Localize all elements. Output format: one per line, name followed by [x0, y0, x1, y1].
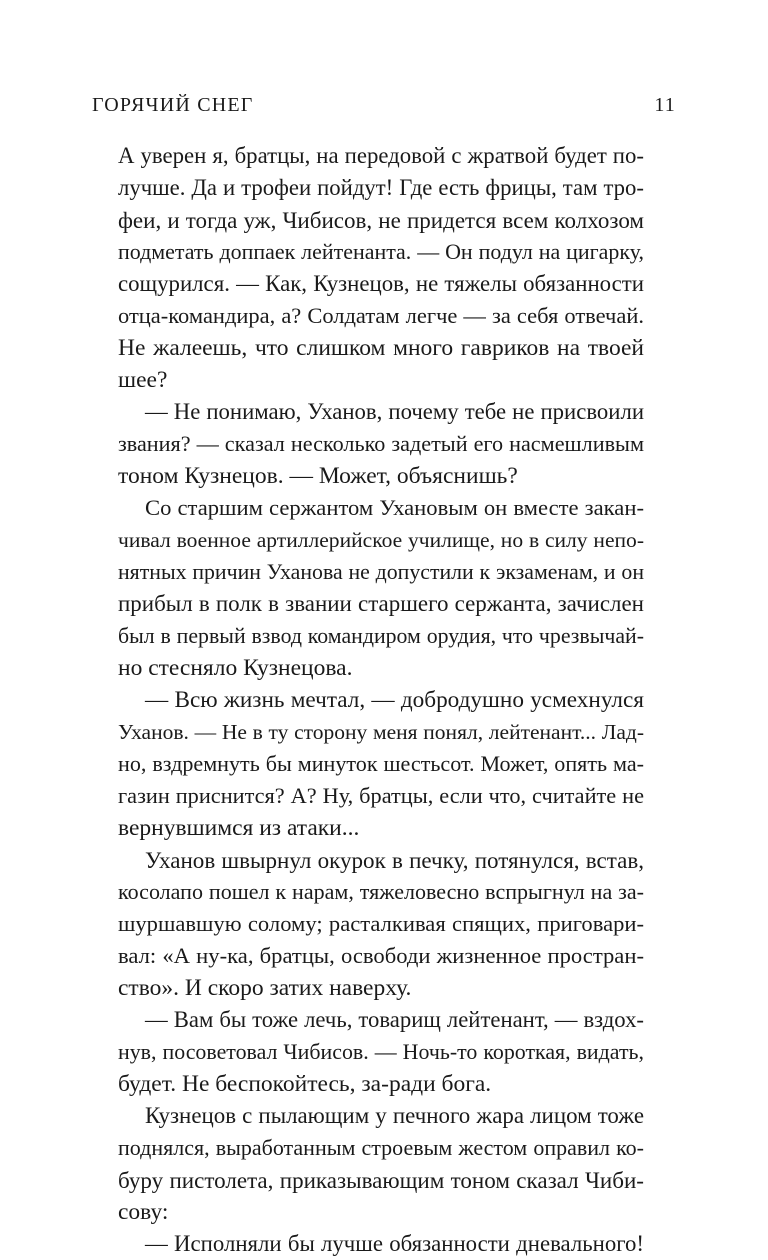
text-line: Со старшим сержантом Ухановым он вместе закан- [145, 495, 644, 520]
text-line: подметать доппаек лейтенанта. — Он подул на цигарку, [118, 239, 644, 264]
text-line: Уханов. — Не в ту сторону меня понял, лейтенант... Лад- [118, 720, 644, 744]
text-line: — Вам бы тоже лечь, товарищ лейтенант, — вздох- [145, 1007, 644, 1032]
text-line: чивал военное артиллерийское училище, но в силу непо- [118, 528, 644, 552]
running-title: ГОРЯЧИЙ СНЕГ [92, 94, 254, 116]
text-line: — Исполняли бы лучше обязанности дневального! [145, 1231, 644, 1256]
text-line: тоном Кузнецов. — Может, объяснишь? [118, 463, 518, 489]
text-line: лучше. Да и трофеи пойдут! Где есть фрицы, там тро- [118, 175, 644, 200]
page-body-text [118, 140, 644, 1260]
text-line: поднялся, выработанным строевым жестом оправил ко- [118, 1135, 644, 1160]
text-line: сову: [118, 1199, 169, 1225]
text-line: нув, посоветовал Чибисов. — Ночь-то короткая, видать, [118, 1039, 644, 1064]
text-line: был в первый взвод командиром орудия, что чрезвычай- [118, 624, 644, 648]
text-line: газин приснится? А? Ну, братцы, если что, считайте не [118, 783, 644, 808]
text-line: Не жалеешь, что слишком много гавриков на твоей [118, 335, 644, 361]
text-line: косолапо пошел к нарам, тяжеловесно вспрыгнул на за- [118, 879, 644, 904]
text-line: прибыл в полк в звании старшего сержанта, зачислен [118, 591, 644, 616]
text-line: — Всю жизнь мечтал, — добродушно усмехнулся [145, 687, 644, 713]
text-line: Уханов швырнул окурок в печку, потянулся, встав, [145, 847, 644, 873]
text-line: вернувшимся из атаки... [118, 815, 360, 841]
text-line: А уверен я, братцы, на передовой с жратвой будет по- [118, 143, 644, 168]
page-number: 11 [654, 94, 676, 116]
text-line: сощурился. — Как, Кузнецов, не тяжелы обязанности [118, 271, 644, 296]
text-line: вал: «А ну-ка, братцы, освободи жизненное простран- [118, 943, 644, 968]
text-line: будет. Не беспокойтесь, за-ради бога. [118, 1071, 492, 1097]
text-line: отца-командира, а? Солдатам легче — за себя отвечай. [118, 303, 644, 328]
text-line: шее? [118, 367, 168, 393]
text-line: нятных причин Уханова не допустили к экзаменам, и он [118, 560, 644, 584]
text-line: феи, и тогда уж, Чибисов, не придется всем колхозом [118, 207, 644, 233]
text-line: звания? — сказал несколько задетый его насмешливым [118, 431, 644, 456]
text-line: Кузнецов с пылающим у печного жара лицом тоже [145, 1103, 644, 1128]
text-line: ство». И скоро затих наверху. [118, 975, 412, 1001]
text-line: но стесняло Кузнецова. [118, 655, 353, 681]
text-line: шуршавшую солому; расталкивая спящих, приговари- [118, 911, 644, 936]
text-line: — Не понимаю, Уханов, почему тебе не присвоили [145, 399, 644, 424]
running-header [92, 94, 676, 117]
text-line: но, вздремнуть бы минуток шестьсот. Может, опять ма- [118, 751, 644, 776]
text-line: буру пистолета, приказывающим тоном сказал Чиби- [118, 1167, 644, 1193]
